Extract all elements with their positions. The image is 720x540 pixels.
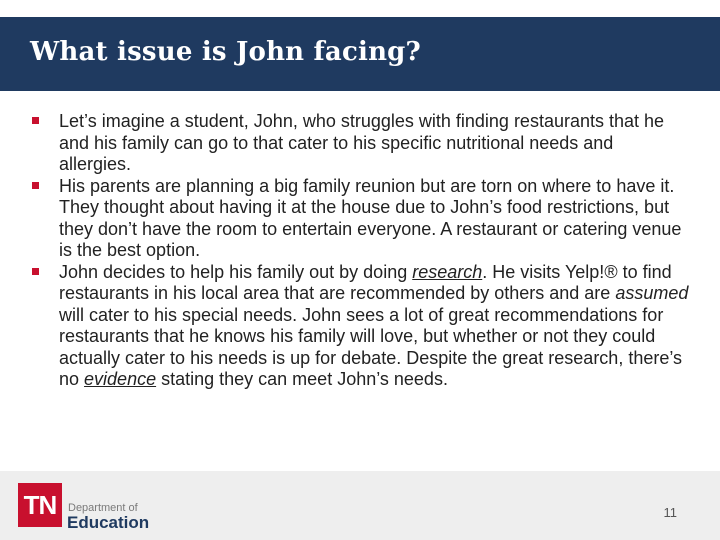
tn-department-of-education-logo (18, 483, 168, 531)
bullet-text: assumed (615, 283, 689, 303)
slide-title: What issue is John facing? (30, 37, 421, 67)
page-number: 11 (663, 505, 677, 520)
bullet-item (30, 176, 690, 262)
bullet-item (30, 111, 690, 176)
square-bullet-icon (32, 182, 39, 189)
slide-content (30, 111, 690, 391)
bullet-list (30, 111, 690, 391)
bullet-text: Let’s imagine a student, John, who struggles with finding restaurants that he and his family can go to that cater to his specific nutritional needs and allergies. (59, 111, 665, 174)
bullet-text: His parents are planning a big family reunion but are torn on where to have it. They thought about having it at the house due to John’s food restrictions, but they don’t have the room to entertain everyone. A restaurant or catering venue is the best option. (59, 175, 682, 260)
square-bullet-icon (32, 268, 39, 275)
bullet-text: research (412, 261, 483, 282)
bullet-text: John decides to help his family out by doing (59, 261, 413, 282)
footer (0, 471, 720, 540)
bullet-item (30, 262, 690, 391)
bullet-text: . He visits Yelp!® to find restaurants in his local area that are recommended by others and are (59, 261, 672, 303)
square-bullet-icon (32, 117, 39, 124)
tn-logo-icon: TN (18, 483, 62, 527)
logo-text-education: Education (67, 513, 150, 532)
logo-text-department-of: Department of (68, 502, 138, 514)
bullet-text: stating they can meet John’s needs. (156, 369, 448, 389)
title-bar (0, 17, 720, 91)
bullet-text: will cater to his special needs. John sees a lot of great recommendations for restaurants that he knows his family will love, but whether or not they could actually cater to his needs is up for debate. Despite the great research, there’s no (59, 304, 683, 389)
bullet-text: evidence (84, 369, 157, 389)
